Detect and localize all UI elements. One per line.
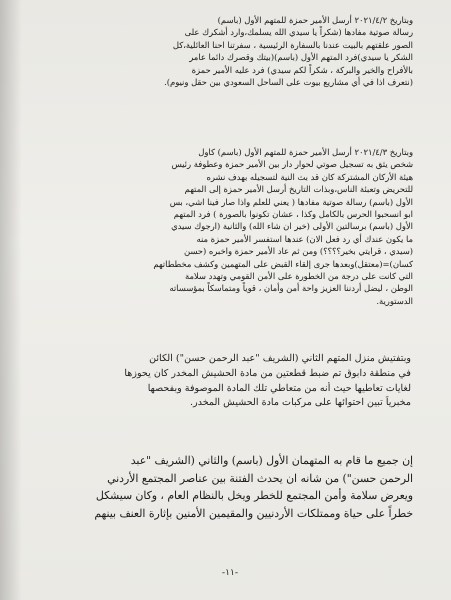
text-line: خطراً على حياة وممتلكات الأردنيين والمقيمين الأمنين بإثارة العنف بينهم — [94, 506, 413, 520]
text-line: وبتاريخ ٢٠٢١/٤/٣ أرسل الأمير حمزة للمتهم الأول (باسم) كاول — [198, 147, 413, 157]
text-line: إن جميع ما قام به المتهمان الأول (باسم) والثاني (الشريف "عبد — [130, 454, 413, 467]
text-line: ابو انسحبوا الحرس بالكامل وكذا ، عشان تكونوا بالصورة ) فرد المتهم — [173, 209, 413, 220]
text-line: شخص يثق به تسجيل صوتي لحوار دار بين الأمير حمزة وعطوفة رئيس — [171, 159, 413, 170]
text-line: وبتاريخ ٢٠٢١/٤/٢ أرسل الأمير حمزة للمتهم الأول (باسم) — [217, 15, 413, 25]
text-line: في منطقة دابوق تم ضبط قطعتين من مادة الحشيش المخدر كان يحوزها — [124, 367, 411, 379]
paragraph-2 — [41, 146, 413, 307]
text-line: الوطن ، ليضل أردننا العزيز واحة أمن وأمان ، قوياً ومتماسكاً بمؤسساته — [169, 283, 413, 294]
text-line: للتحريض وتعبئة الناس،وبذات التاريخ أرسل الأمير حمزة إلى المتهم — [184, 184, 413, 195]
text-line: (سيدي ، قرايتي بخير؟؟؟؟) ومن ثم عاد الأمير حمزة واخبره (حسن — [183, 246, 413, 257]
text-line: الأول (باسم) برسالتين الأولى (خير ان شاء الله) والثانية (ارجوك سيدي — [171, 221, 413, 232]
text-line: الرحمن حسن") من شانه ان يحدث الفتنة بين عناصر المجتمع الأردني — [107, 471, 413, 485]
text-line: الدستورية. — [376, 295, 413, 306]
text-line: الصور علقتهم بالبيت عندنا بالسفارة الرئيسية ، سفرتنا احنا العائلية،كل — [172, 39, 413, 50]
paragraph-3 — [49, 352, 411, 411]
text-line: وبتفتيش منزل المتهم الثاني (الشريف "عبد الرحمن حسن") الكائن — [149, 353, 411, 364]
text-line: رسالة صوتية مفادها (شكراً يا سيدي الله يسلمك،وارد أشكرك على — [184, 27, 413, 38]
text-line: كسان)=(معتقل)وبعدها جرى إلقاء القبض على المتهمين وكشف مخططاتهم — [153, 258, 413, 269]
page-number: -١١- — [221, 568, 239, 578]
text-line: مخبرياً تبين احتوائها على مركبات مادة الحشيش المخدر. — [190, 397, 411, 409]
text-line: ما يكون عندك أي رد فعل الان) عندها استفسر الأمير حمزة منه — [196, 233, 413, 244]
page-edge-shadow — [0, 0, 22, 600]
text-line: التي كانت على درجة من الخطورة على الأمن القومي وتهدد سلامة — [184, 271, 413, 282]
text-line: لغايات تعاطيها حيث أنه من متعاطي تلك المادة الموصوفة وبفحصها — [147, 382, 411, 394]
paragraph-1 — [41, 14, 413, 88]
paragraph-4 — [47, 452, 413, 522]
text-line: الشكر يا سيدي)فرد المتهم الأول (باسم)(بيتك وقصرك دائما عامر — [189, 52, 413, 63]
text-line: (نتعرف اذا في أي مشاريع بيوت على الساحل السعودي بين حقل ونيوم). — [164, 77, 413, 88]
text-line: هيئة الأركان المشتركة كان قد بث النية لتسجيله بهدف نشره — [206, 171, 413, 182]
text-line: ويعرض سلامة وأمن المجتمع للخطر ويخل بالنظام العام ، وكان سيشكل — [95, 489, 413, 502]
text-line: الأول (باسم) رسالة صوتية مفادها ( يعني للعلم واذا صار فينا اشي، بس — [169, 196, 413, 207]
text-line: بالأفراح والخير والبركة ، شكراً لكم سيدي) فرد عليه الأمير حمزة — [191, 64, 413, 75]
